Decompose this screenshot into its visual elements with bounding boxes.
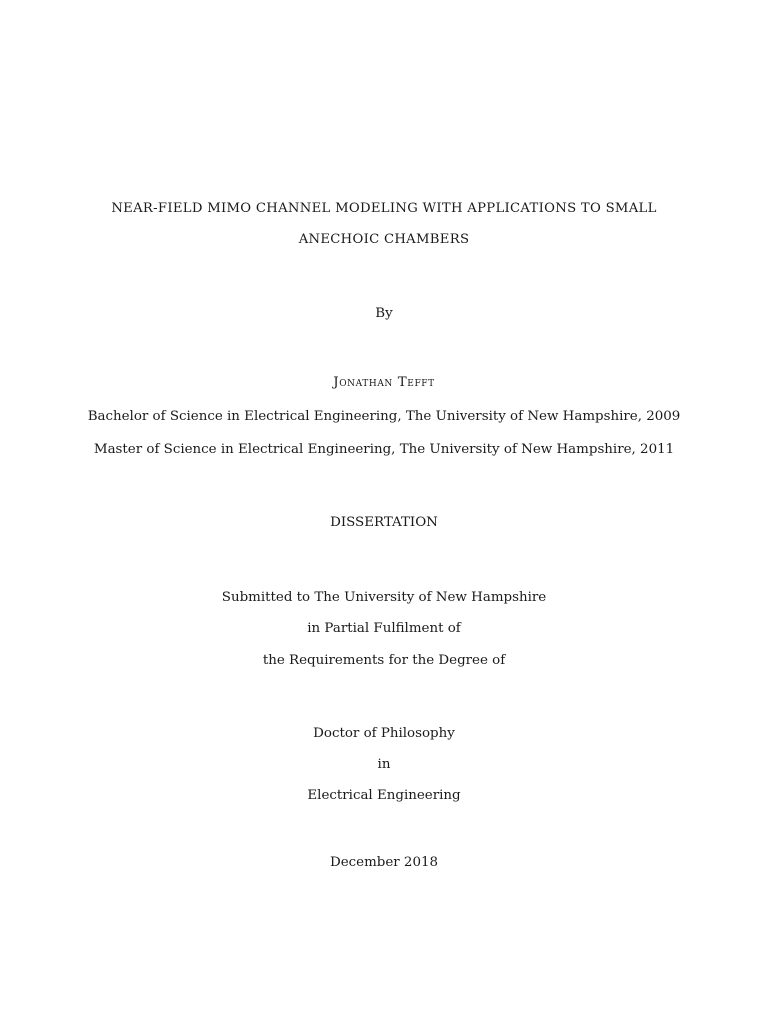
author-degree-master: Master of Science in Electrical Engineering, The University of New Hampshire, 2011 [93,442,675,457]
author-name: Jonathan Tefft [333,375,435,390]
by-label: By [375,306,393,321]
dissertation-title-line-2: ANECHOIC CHAMBERS [298,232,470,247]
submission-date: December 2018 [329,855,438,870]
author-degree-bachelor: Bachelor of Science in Electrical Engineering, The University of New Hampshire, 2009 [87,409,681,424]
degree-in-label: in [377,757,391,772]
degree-field: Electrical Engineering [307,788,461,803]
dissertation-title-line-1: NEAR-FIELD MIMO CHANNEL MODELING WITH APPLICATIONS TO SMALL [111,201,657,216]
document-type: DISSERTATION [330,515,438,530]
submission-line-1: Submitted to The University of New Hampshire [221,590,547,605]
submission-line-2: in Partial Fulfilment of [307,621,461,636]
submission-line-3: the Requirements for the Degree of [262,653,506,668]
degree-name: Doctor of Philosophy [313,726,455,741]
